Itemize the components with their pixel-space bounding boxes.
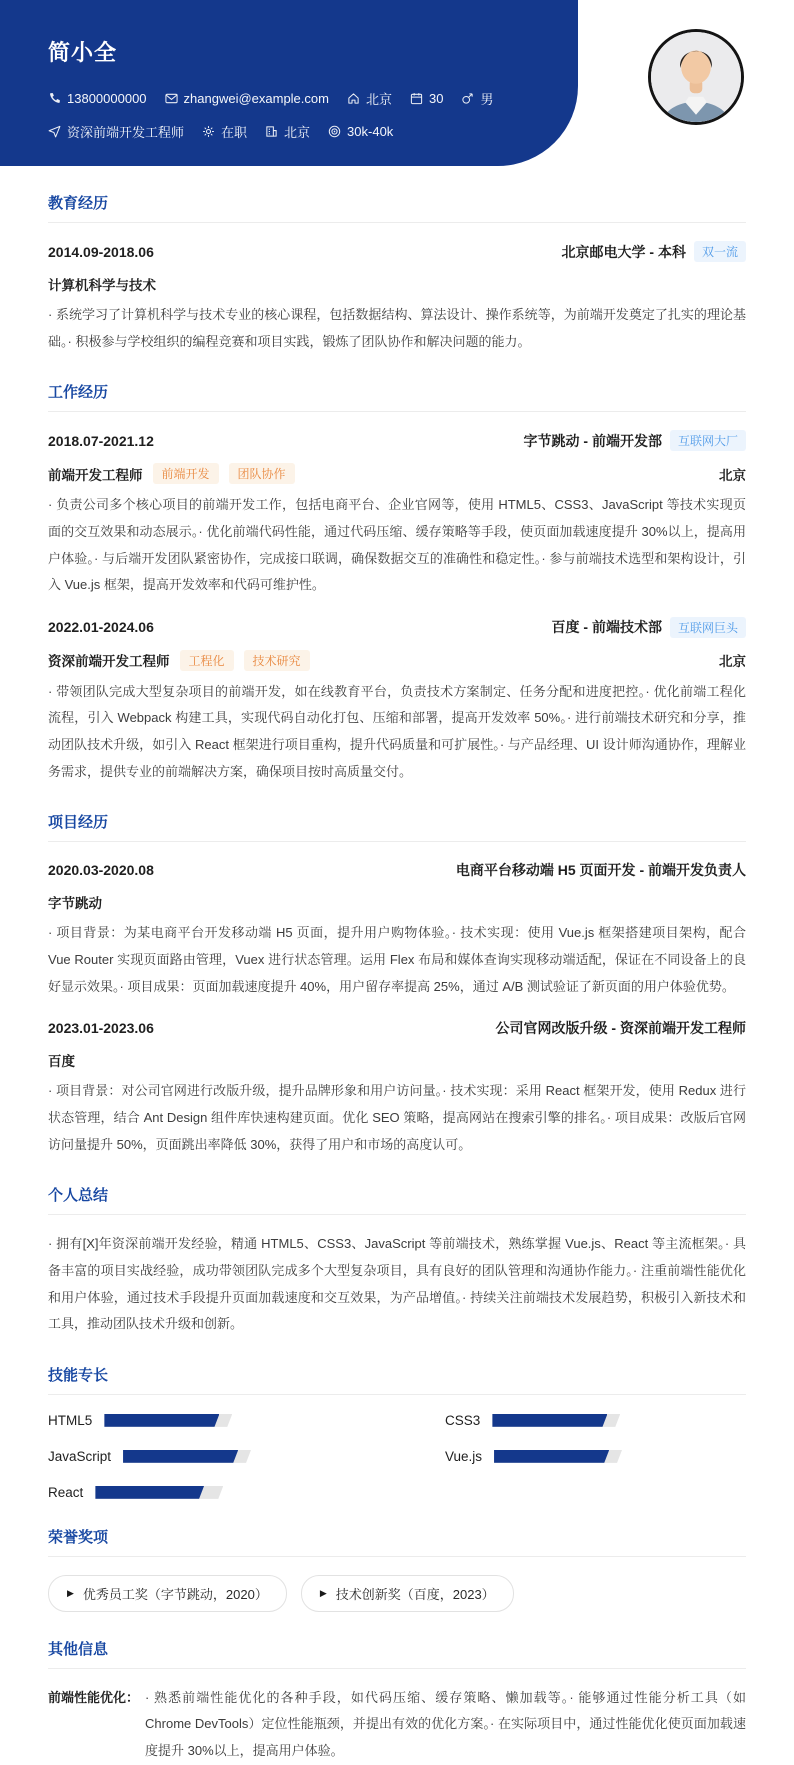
skill-label: CSS3	[445, 1412, 481, 1428]
job-status-text: 在职	[221, 125, 248, 140]
work2-period: 2022.01-2024.06	[48, 619, 154, 636]
skill-bar-fill	[123, 1450, 238, 1463]
skill-bar-track	[95, 1486, 223, 1499]
award2-label: 技术创新奖（百度，2023）	[335, 1586, 495, 1602]
gender-text: 男	[480, 92, 494, 107]
project-entry-2	[48, 1018, 746, 1158]
education-badge: 双一流	[694, 241, 746, 262]
skill-row-javascript	[48, 1449, 349, 1464]
gender-item	[461, 89, 493, 108]
avatar	[648, 29, 744, 125]
avatar-illustration	[651, 32, 741, 122]
skill-row-html5	[48, 1413, 349, 1428]
awards-list	[48, 1575, 746, 1612]
section-title-other: 其他信息	[48, 1638, 746, 1669]
other-info-label: 前端性能优化：	[48, 1689, 140, 1705]
age-icon	[410, 92, 423, 105]
summary-description: · 拥有[X]年资深前端开发经验，精通 HTML5、CSS3、JavaScript 等前端技术，熟练掌握 Vue.js、React 等主流框架。· 具备丰富的项目实战经验，成功带领团队完成多个大型复杂项目，具有良好的团队管理和沟通协作能力。· 注重前端性能优化和用户体验，通过技术手段提升页面加载速度和交互效果，为产品增值。· 持续关注前端技术发展趋势，积极引入新技术和工具，推动团队技术升级和创新。	[48, 1236, 746, 1332]
award-pill-1[interactable]	[48, 1575, 287, 1612]
work1-description: · 负责公司多个核心项目的前端开发工作，包括电商平台、企业官网等，使用 HTML5、CSS3、JavaScript 等技术实现页面的交互效果和动态展示。· 优化前端代码性能，通过代码压缩、缓存策略等手段，使页面加载速度提升 30%以上，提高用户体验。· 与后端开发团队紧密协作，完成接口联调，确保数据交互的准确性和稳定性。· 参与前端技术选型和架构设计，引入 Vue.js 框架，提高开发效率和代码可维护性。	[48, 497, 746, 593]
skill-row-react	[48, 1485, 349, 1500]
skill-row-css3	[445, 1413, 746, 1428]
skill-bar-track	[104, 1414, 232, 1427]
age-item	[410, 91, 443, 106]
salary-text: 30k-40k	[347, 124, 394, 139]
work1-role: 前端开发工程师	[48, 467, 143, 483]
section-title-work: 工作经历	[48, 381, 746, 412]
work1-company: 字节跳动 - 前端开发部	[523, 432, 662, 449]
gender-icon	[461, 92, 474, 105]
award1-label: 优秀员工奖（字节跳动，2020）	[82, 1586, 268, 1602]
education-description: · 系统学习了计算机科学与技术专业的核心课程，包括数据结构、算法设计、操作系统等，为前端开发奠定了扎实的理论基础。· 积极参与学校组织的编程竞赛和项目实践，锻炼了团队协作和解决问题的能力。	[48, 307, 746, 349]
skill-label: React	[48, 1484, 84, 1500]
phone-icon	[48, 92, 61, 105]
work2-description: · 带领团队完成大型复杂项目的前端开发，如在线教育平台，负责技术方案制定、任务分配和进度把控。· 优化前端工程化流程，引入 Webpack 构建工具，实现代码自动化打包、压缩和部署，提高开发效率 50%。· 进行前端技术研究和分享，推动团队技术升级，如引入 React 框架进行项目重构，提升代码质量和可扩展性。· 与产品经理、UI 设计师沟通协作，理解业务需求，提供专业的前端解决方案，确保项目按时高质量交付。	[48, 683, 746, 779]
status-icon	[202, 125, 215, 138]
work-entry-2	[48, 617, 746, 786]
work1-tag-1: 前端开发	[153, 463, 219, 484]
work2-badge: 互联网巨头	[670, 617, 746, 638]
contact-row-2	[48, 122, 794, 141]
position-item	[48, 122, 184, 141]
work1-period: 2018.07-2021.12	[48, 432, 154, 449]
skill-bar-fill	[492, 1414, 607, 1427]
project2-description: · 项目背景：对公司官网进行改版升级，提升品牌形象和用户访问量。· 技术实现：采用 React 框架开发，使用 Redux 进行状态管理，结合 Ant Design 组件库快速构建页面。优化 SEO 策略，提高网站在搜索引擎的排名。· 项目成果：改版后官网访问量提升 50%，页面跳出率降低 30%，获得了用户和市场的高度认可。	[48, 1083, 746, 1152]
education-period: 2014.09-2018.06	[48, 243, 154, 260]
email-text: zhangwei@example.com	[183, 91, 329, 106]
skill-bar-track	[492, 1414, 620, 1427]
project1-name: 电商平台移动端 H5 页面开发 - 前端开发负责人	[455, 862, 746, 879]
project2-period: 2023.01-2023.06	[48, 1020, 154, 1037]
section-title-projects: 项目经历	[48, 811, 746, 842]
skill-bar-fill	[494, 1450, 609, 1463]
home-city-text: 北京	[365, 92, 392, 107]
skill-label: HTML5	[48, 1412, 93, 1428]
skill-bar-track	[494, 1450, 622, 1463]
work-city-text: 北京	[284, 125, 311, 140]
home-icon	[347, 92, 360, 105]
position-text: 资深前端开发工程师	[67, 125, 185, 140]
phone-text: 13800000000	[67, 91, 147, 106]
candidate-name: 简小全	[48, 40, 118, 65]
section-title-skills: 技能专长	[48, 1364, 746, 1395]
home-city-item	[347, 89, 392, 108]
skill-label: JavaScript	[48, 1448, 112, 1464]
skills-grid	[48, 1413, 746, 1500]
play-triangle-icon: ▶	[319, 1587, 327, 1598]
resume-header	[0, 0, 794, 166]
project1-company: 字节跳动	[48, 896, 102, 912]
work1-badge: 互联网大厂	[670, 430, 746, 451]
skill-label: Vue.js	[445, 1448, 483, 1464]
education-major: 计算机科学与技术	[48, 278, 156, 293]
work2-location: 北京	[719, 654, 746, 670]
work-city-item	[265, 122, 310, 141]
work2-role: 资深前端开发工程师	[48, 654, 170, 670]
skill-bar-fill	[104, 1414, 219, 1427]
project2-company: 百度	[48, 1054, 75, 1070]
work2-tag-2: 技术研究	[244, 650, 310, 671]
skill-bar-fill	[95, 1486, 204, 1499]
play-triangle-icon: ▶	[67, 1587, 74, 1598]
work1-tag-2: 团队协作	[229, 463, 295, 484]
salary-item	[328, 124, 393, 139]
section-title-summary: 个人总结	[48, 1184, 746, 1215]
section-title-education: 教育经历	[48, 192, 746, 223]
resume-body	[0, 192, 794, 1765]
job-status-item	[202, 122, 247, 141]
project1-period: 2020.03-2020.08	[48, 862, 154, 879]
education-entry	[48, 241, 746, 355]
work1-location: 北京	[719, 467, 746, 483]
work-entry-1	[48, 430, 746, 599]
project1-description: · 项目背景：为某电商平台开发移动端 H5 页面，提升用户购物体验。· 技术实现：使用 Vue.js 框架搭建项目架构，配合 Vue Router 实现页面路由管理，Vuex 进行状态管理。运用 Flex 布局和媒体查询实现移动端适配，保证在不同设备上的良好显示效果。· 项目成果：页面加载速度提升 40%，用户留存率提高 25%，通过 A/B 测试验证了新页面的用户体验优势。	[48, 925, 746, 994]
project2-name: 公司官网改版升级 - 资深前端开发工程师	[495, 1020, 746, 1037]
email-icon	[165, 92, 178, 105]
other-info	[48, 1685, 746, 1765]
phone-item	[48, 91, 147, 106]
position-icon	[48, 125, 61, 138]
city-icon	[265, 125, 278, 138]
salary-icon	[328, 125, 341, 138]
skill-bar-track	[123, 1450, 251, 1463]
section-title-awards: 荣誉奖项	[48, 1526, 746, 1557]
project-entry-1	[48, 860, 746, 1000]
work2-company: 百度 - 前端技术部	[551, 619, 662, 636]
other-info-description: · 熟悉前端性能优化的各种手段，如代码压缩、缓存策略、懒加载等。· 能够通过性能分析工具（如 Chrome DevTools）定位性能瓶颈，并提出有效的优化方案。· 在实际项目中，通过性能优化使页面加载速度提升 30%以上，提高用户体验。	[145, 1689, 746, 1759]
age-text: 30	[428, 91, 444, 106]
award-pill-2[interactable]	[301, 1575, 514, 1612]
email-item	[165, 91, 329, 106]
work2-tag-1: 工程化	[180, 650, 234, 671]
skill-row-vuejs	[445, 1449, 746, 1464]
education-school: 北京邮电大学 - 本科	[561, 243, 686, 260]
